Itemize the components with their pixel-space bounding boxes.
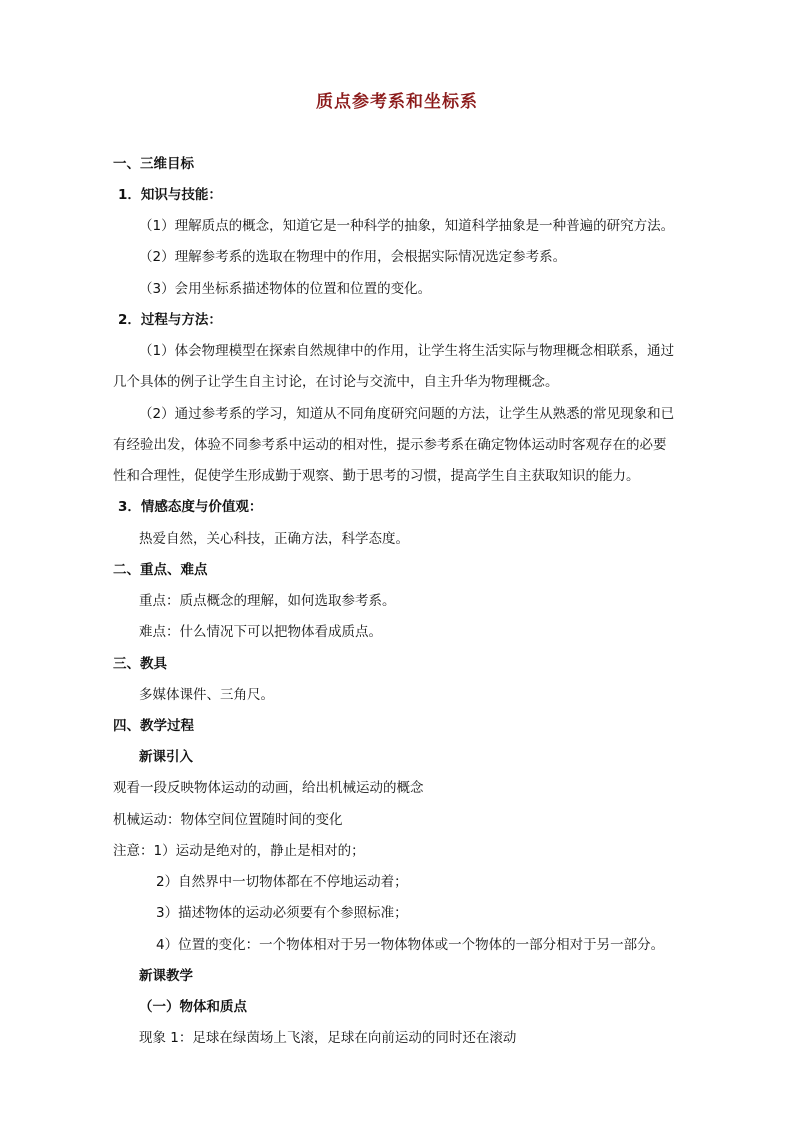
- note-line-4: 4）位置的变化：一个物体相对于另一物体物体或一个物体的一部分相对于另一部分。: [156, 937, 665, 953]
- intro-line-1: 观看一段反映物体运动的动画，给出机械运动的概念: [113, 780, 424, 796]
- key-point: 重点：质点概念的理解，如何选取参考系。: [139, 593, 396, 609]
- emotion-item-1: 热爱自然，关心科技，正确方法，科学态度。: [139, 531, 409, 547]
- section-heading-key-points: 二、重点、难点: [113, 562, 208, 578]
- section-heading-objectives: 一、三维目标: [113, 156, 194, 172]
- subheading-new-lesson-intro: 新课引入: [139, 749, 193, 765]
- subheading-emotion-values: 3．情感态度与价值观：: [118, 499, 263, 515]
- section-heading-teaching-aids: 三、教具: [113, 656, 167, 672]
- difficult-point: 难点：什么情况下可以把物体看成质点。: [139, 624, 382, 640]
- subheading-knowledge-skills: 1．知识与技能：: [118, 187, 222, 203]
- process-item-2-line-2: 有经验出发，体验不同参考系中运动的相对性，提示参考系在确定物体运动时客观存在的必要: [113, 437, 667, 453]
- note-line-2: 2）自然界中一切物体都在不停地运动着；: [156, 874, 408, 890]
- knowledge-item-1: （1）理解质点的概念，知道它是一种科学的抽象，知道科学抽象是一种普遍的研究方法。: [139, 218, 675, 234]
- knowledge-item-3: （3）会用坐标系描述物体的位置和位置的变化。: [139, 281, 432, 297]
- document-title: 质点参考系和坐标系: [316, 92, 478, 112]
- process-item-2-line-1: （2）通过参考系的学习，知道从不同角度研究问题的方法，让学生从熟悉的常见现象和已: [139, 406, 675, 422]
- note-line-1: 注意：1）运动是绝对的，静止是相对的；: [113, 843, 365, 859]
- teaching-aids: 多媒体课件、三角尺。: [139, 687, 274, 703]
- process-item-1-line-2: 几个具体的例子让学生自主讨论，在讨论与交流中，自主升华为物理概念。: [113, 374, 559, 390]
- section-heading-process: 四、教学过程: [113, 718, 194, 734]
- process-item-1-line-1: （1）体会物理模型在探索自然规律中的作用，让学生将生活实际与物理概念相联系，通过: [139, 343, 675, 359]
- subheading-object-and-particle: （一）物体和质点: [139, 999, 247, 1015]
- subheading-process-method: 2．过程与方法：: [118, 312, 222, 328]
- phenomenon-1: 现象 1：足球在绿茵场上飞滚，足球在向前运动的同时还在滚动: [139, 1030, 517, 1046]
- subheading-new-lesson-teaching: 新课教学: [139, 968, 193, 984]
- process-item-2-line-3: 性和合理性，促使学生形成勤于观察、勤于思考的习惯，提高学生自主获取知识的能力。: [113, 468, 640, 484]
- note-line-3: 3）描述物体的运动必须要有个参照标准；: [156, 905, 408, 921]
- intro-line-2: 机械运动：物体空间位置随时间的变化: [113, 812, 343, 828]
- knowledge-item-2: （2）理解参考系的选取在物理中的作用，会根据实际情况选定参考系。: [139, 249, 567, 265]
